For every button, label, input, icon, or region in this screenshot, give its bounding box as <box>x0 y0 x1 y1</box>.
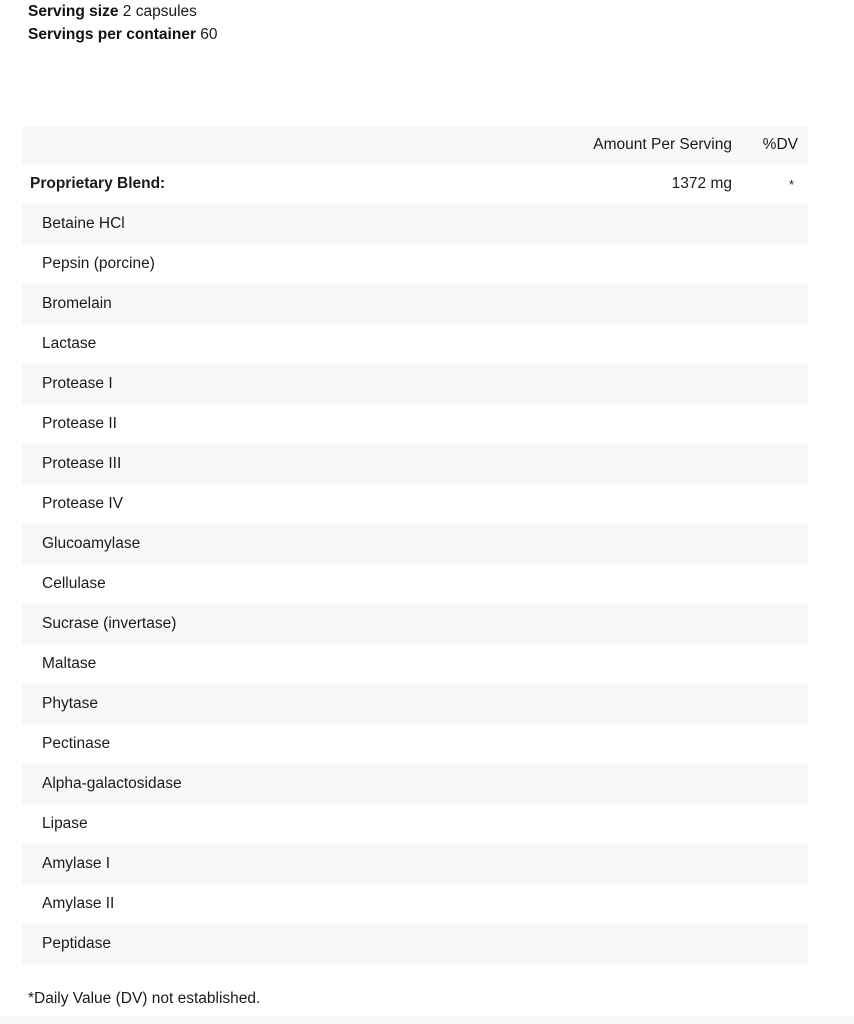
table-row <box>22 724 808 764</box>
table-row <box>22 524 808 564</box>
header-amount-per-serving: Amount Per Serving <box>593 136 732 153</box>
ingredient-dv <box>742 724 808 764</box>
ingredient-name: Glucoamylase <box>42 535 141 552</box>
serving-info <box>0 0 854 46</box>
ingredient-dv <box>742 564 808 604</box>
serving-size-line <box>28 0 826 23</box>
ingredient-dv <box>742 324 808 364</box>
table-row <box>22 884 808 924</box>
ingredient-name: Amylase II <box>42 895 115 912</box>
ingredient-dv <box>742 844 808 884</box>
serving-size-value: 2 capsules <box>122 3 197 20</box>
ingredient-amount <box>562 244 742 284</box>
table-row <box>22 284 808 324</box>
ingredient-dv <box>742 244 808 284</box>
ingredient-dv <box>742 484 808 524</box>
ingredient-name: Pepsin (porcine) <box>42 255 155 272</box>
table-row <box>22 404 808 444</box>
table-row <box>22 844 808 884</box>
ingredient-dv <box>742 404 808 444</box>
ingredient-name: Peptidase <box>42 935 111 952</box>
panel-spacer <box>0 46 854 126</box>
daily-value-footnote: *Daily Value (DV) not established. <box>28 990 261 1007</box>
ingredient-name: Alpha-galactosidase <box>42 775 182 792</box>
table-row <box>22 244 808 284</box>
table-row-proprietary-blend <box>22 164 808 204</box>
ingredient-dv <box>742 764 808 804</box>
ingredient-amount <box>562 204 742 244</box>
ingredient-dv <box>742 684 808 724</box>
ingredient-amount <box>562 564 742 604</box>
header-ingredient <box>22 126 562 164</box>
ingredient-dv <box>742 204 808 244</box>
servings-per-container-value: 60 <box>200 26 218 43</box>
ingredient-name: Lactase <box>42 335 97 352</box>
ingredient-amount <box>562 324 742 364</box>
table-row <box>22 684 808 724</box>
ingredient-name: Cellulase <box>42 575 106 592</box>
ingredient-dv <box>742 804 808 844</box>
ingredient-amount <box>562 804 742 844</box>
table-row <box>22 444 808 484</box>
ingredient-amount <box>562 844 742 884</box>
ingredient-name: Pectinase <box>42 735 111 752</box>
blend-dv: * <box>788 176 794 192</box>
table-header-row <box>22 126 808 164</box>
ingredient-amount <box>562 404 742 444</box>
ingredient-dv <box>742 284 808 324</box>
ingredient-amount <box>562 364 742 404</box>
table-row <box>22 204 808 244</box>
ingredient-amount <box>562 724 742 764</box>
table-row <box>22 564 808 604</box>
table-body <box>22 164 808 964</box>
ingredient-amount <box>562 604 742 644</box>
ingredient-dv <box>742 604 808 644</box>
ingredient-dv <box>742 364 808 404</box>
serving-size-label: Serving size <box>28 3 119 20</box>
ingredient-name: Protease IV <box>42 495 123 512</box>
table-row <box>22 324 808 364</box>
table-row <box>22 644 808 684</box>
table-row <box>22 804 808 844</box>
servings-per-container-label: Servings per container <box>28 26 196 43</box>
table-row <box>22 604 808 644</box>
supplement-facts-table <box>22 126 808 964</box>
ingredient-dv <box>742 924 808 964</box>
table-row <box>22 924 808 964</box>
ingredient-dv <box>742 524 808 564</box>
table-row <box>22 484 808 524</box>
ingredient-amount <box>562 644 742 684</box>
header-percent-dv: %DV <box>762 136 798 153</box>
ingredient-amount <box>562 444 742 484</box>
blend-name: Proprietary Blend: <box>30 175 166 192</box>
ingredient-name: Sucrase (invertase) <box>42 615 177 632</box>
ingredient-amount <box>562 284 742 324</box>
ingredient-name: Amylase I <box>42 855 111 872</box>
table-row <box>22 364 808 404</box>
ingredient-amount <box>562 764 742 804</box>
ingredient-name: Protease II <box>42 415 117 432</box>
ingredient-amount <box>562 484 742 524</box>
blend-amount: 1372 mg <box>671 175 732 192</box>
bottom-strip <box>0 1016 854 1024</box>
ingredient-amount <box>562 884 742 924</box>
servings-per-container-line <box>28 23 826 46</box>
ingredient-name: Protease III <box>42 455 122 472</box>
ingredient-name: Protease I <box>42 375 113 392</box>
ingredient-name: Bromelain <box>42 295 112 312</box>
ingredient-name: Betaine HCl <box>42 215 125 232</box>
table-row <box>22 764 808 804</box>
ingredient-name: Maltase <box>42 655 97 672</box>
ingredient-name: Lipase <box>42 815 88 832</box>
ingredient-dv <box>742 644 808 684</box>
ingredient-amount <box>562 684 742 724</box>
ingredient-amount <box>562 524 742 564</box>
ingredient-dv <box>742 884 808 924</box>
ingredient-amount <box>562 924 742 964</box>
ingredient-name: Phytase <box>42 695 99 712</box>
ingredient-dv <box>742 444 808 484</box>
